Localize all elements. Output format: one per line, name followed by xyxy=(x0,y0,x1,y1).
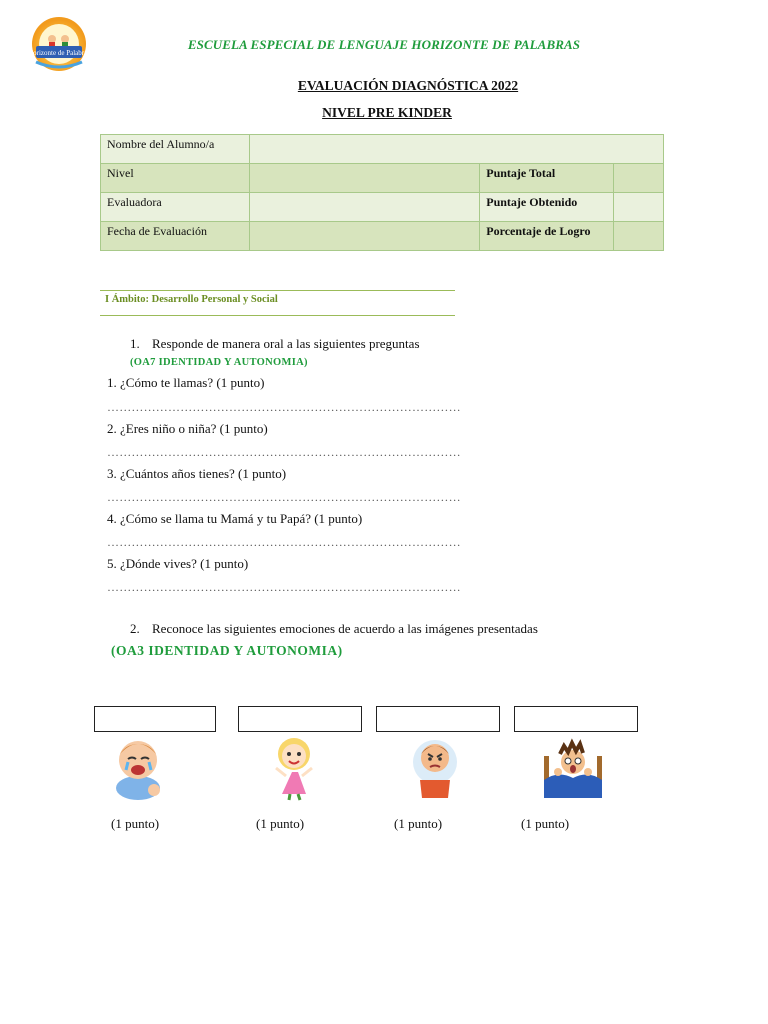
table-row xyxy=(101,222,664,251)
level-field[interactable] xyxy=(249,164,479,193)
answer-line[interactable]: …………………………………………………………………………… xyxy=(107,400,461,414)
question-3: 3. ¿Cuántos años tienes? (1 punto) xyxy=(107,466,287,481)
answer-line[interactable]: …………………………………………………………………………… xyxy=(107,535,461,549)
answer-line[interactable]: …………………………………………………………………………… xyxy=(107,580,461,594)
points-label-1: (1 punto) xyxy=(111,816,160,831)
table-row xyxy=(101,193,664,222)
question-1: 1. ¿Cómo te llamas? (1 punto) xyxy=(107,375,265,390)
crying-baby-icon xyxy=(106,732,176,802)
emotion-answer-box-1[interactable] xyxy=(94,706,216,732)
evaluator-field[interactable] xyxy=(249,193,479,222)
svg-text:Horizonte de Palabras: Horizonte de Palabras xyxy=(28,49,90,57)
obtained-score-label: Puntaje Obtenido xyxy=(480,193,614,222)
achievement-field[interactable] xyxy=(614,222,664,251)
achievement-label: Porcentaje de Logro xyxy=(480,222,614,251)
evaluator-label: Evaluadora xyxy=(101,193,250,222)
student-info-table xyxy=(100,134,664,251)
emotion-answer-box-3[interactable] xyxy=(376,706,500,732)
part2-oa: (OA3 IDENTIDAD Y AUTONOMIA) xyxy=(111,643,343,658)
table-row xyxy=(101,164,664,193)
angry-boy-icon xyxy=(400,732,470,802)
date-label: Fecha de Evaluación xyxy=(101,222,250,251)
emotion-answer-box-2[interactable] xyxy=(238,706,362,732)
question-4: 4. ¿Cómo se llama tu Mamá y tu Papá? (1 punto) xyxy=(107,511,363,526)
ambito-heading: I Ámbito: Desarrollo Personal y Social xyxy=(100,290,455,316)
happy-girl-icon xyxy=(262,732,332,802)
date-field[interactable] xyxy=(249,222,479,251)
part1-number: 1. xyxy=(130,336,140,351)
question-5: 5. ¿Dónde vives? (1 punto) xyxy=(107,556,249,571)
answer-line[interactable]: …………………………………………………………………………… xyxy=(107,490,461,504)
obtained-score-field[interactable] xyxy=(614,193,664,222)
total-score-field[interactable] xyxy=(614,164,664,193)
part2-instruction: Reconoce las siguientes emociones de acuerdo a las imágenes presentadas xyxy=(152,621,538,636)
student-name-label: Nombre del Alumno/a xyxy=(101,135,250,164)
evaluation-title: EVALUACIÓN DIAGNÓSTICA 2022 xyxy=(297,78,519,93)
part2-number: 2. xyxy=(130,621,140,636)
part1-oa: (OA7 IDENTIDAD Y AUTONOMIA) xyxy=(130,357,308,368)
emotion-answer-box-4[interactable] xyxy=(514,706,638,732)
points-label-2: (1 punto) xyxy=(256,816,305,831)
answer-line[interactable]: …………………………………………………………………………… xyxy=(107,445,461,459)
part1-instruction: Responde de manera oral a las siguientes preguntas xyxy=(152,336,420,351)
scared-boy-in-bed-icon xyxy=(538,732,608,802)
table-row xyxy=(101,135,664,164)
level-label: Nivel xyxy=(101,164,250,193)
total-score-label: Puntaje Total xyxy=(480,164,614,193)
points-label-3: (1 punto) xyxy=(394,816,443,831)
question-2: 2. ¿Eres niño o niña? (1 punto) xyxy=(107,421,268,436)
level-subtitle: NIVEL PRE KINDER xyxy=(322,105,452,120)
school-name: ESCUELA ESPECIAL DE LENGUAJE HORIZONTE DE PALABRAS xyxy=(187,37,581,52)
student-name-field[interactable] xyxy=(249,135,663,164)
points-label-4: (1 punto) xyxy=(521,816,570,831)
